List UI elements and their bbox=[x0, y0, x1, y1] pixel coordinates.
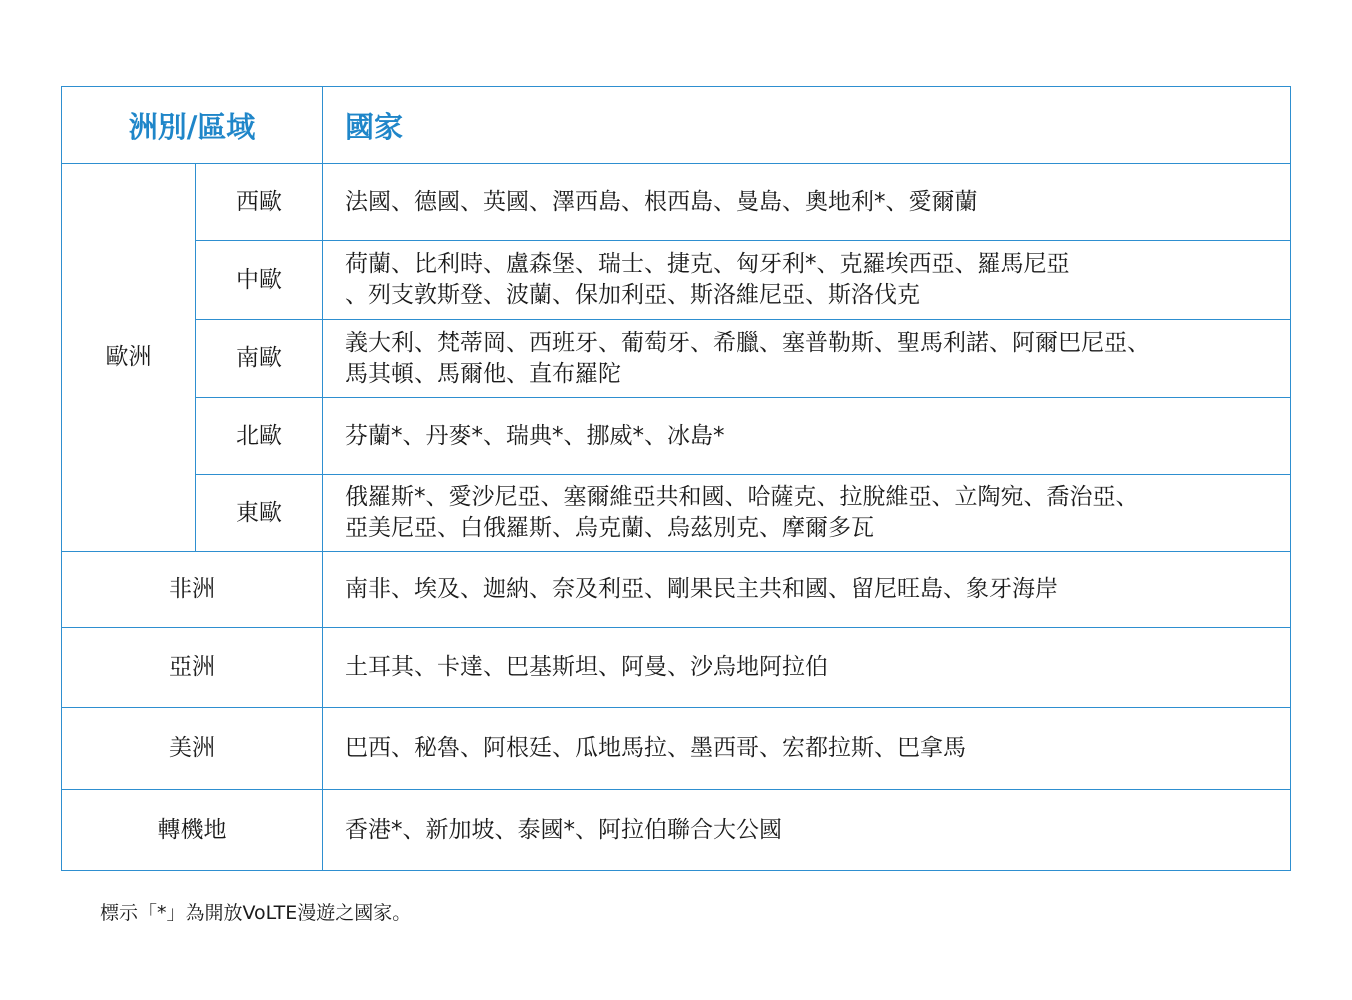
table-row bbox=[62, 320, 1291, 398]
continent-europe: 歐洲 bbox=[62, 164, 196, 552]
country-line: 法國、德國、英國、澤西島、根西島、曼島、奧地利*、愛爾蘭 bbox=[345, 188, 978, 215]
countries-west-europe bbox=[323, 164, 1291, 241]
country-line: 馬其頓、馬爾他、直布羅陀 bbox=[345, 360, 621, 387]
country-line: 、列支敦斯登、波蘭、保加利亞、斯洛維尼亞、斯洛伐克 bbox=[345, 282, 920, 308]
subregion-south-europe: 南歐 bbox=[196, 320, 323, 398]
table-row bbox=[62, 475, 1291, 552]
table-row bbox=[62, 552, 1291, 628]
volte-footnote: 標示「*」為開放VoLTE漫遊之國家。 bbox=[100, 902, 412, 924]
table-row bbox=[62, 164, 1291, 241]
region-transit: 轉機地 bbox=[62, 790, 323, 871]
country-line: 亞美尼亞、白俄羅斯、烏克蘭、烏茲別克、摩爾多瓦 bbox=[345, 515, 874, 541]
country-line: 俄羅斯*、愛沙尼亞、塞爾維亞共和國、哈薩克、拉脫維亞、立陶宛、喬治亞、 bbox=[345, 484, 1139, 510]
roaming-country-table bbox=[61, 86, 1291, 871]
subregion-north-europe: 北歐 bbox=[196, 398, 323, 475]
header-region: 洲別/區域 bbox=[62, 87, 323, 164]
table-row bbox=[62, 708, 1291, 790]
region-americas: 美洲 bbox=[62, 708, 323, 790]
countries-east-europe bbox=[323, 475, 1291, 552]
countries-africa: 南非、埃及、迦納、奈及利亞、剛果民主共和國、留尼旺島、象牙海岸 bbox=[323, 552, 1291, 628]
subregion-east-europe: 東歐 bbox=[196, 475, 323, 552]
region-africa: 非洲 bbox=[62, 552, 323, 628]
countries-americas: 巴西、秘魯、阿根廷、瓜地馬拉、墨西哥、宏都拉斯、巴拿馬 bbox=[323, 708, 1291, 790]
countries-north-europe bbox=[323, 398, 1291, 475]
countries-transit: 香港*、新加坡、泰國*、阿拉伯聯合大公國 bbox=[323, 790, 1291, 871]
table-header-row bbox=[62, 87, 1291, 164]
subregion-west-europe: 西歐 bbox=[196, 164, 323, 241]
country-line: 芬蘭*、丹麥*、瑞典*、挪威*、冰島* bbox=[345, 422, 725, 449]
countries-south-europe bbox=[323, 320, 1291, 398]
region-asia: 亞洲 bbox=[62, 628, 323, 708]
country-line: 荷蘭、比利時、盧森堡、瑞士、捷克、匈牙利*、克羅埃西亞、羅馬尼亞 bbox=[345, 251, 1070, 277]
countries-central-europe bbox=[323, 241, 1291, 320]
header-country: 國家 bbox=[323, 87, 1291, 164]
country-line: 義大利、梵蒂岡、西班牙、葡萄牙、希臘、塞普勒斯、聖馬利諾、阿爾巴尼亞、 bbox=[345, 329, 1150, 356]
subregion-central-europe: 中歐 bbox=[196, 241, 323, 320]
table-row bbox=[62, 398, 1291, 475]
table-row bbox=[62, 790, 1291, 871]
roaming-country-table-wrapper bbox=[61, 86, 1290, 871]
countries-asia: 土耳其、卡達、巴基斯坦、阿曼、沙烏地阿拉伯 bbox=[323, 628, 1291, 708]
table-row bbox=[62, 628, 1291, 708]
table-row bbox=[62, 241, 1291, 320]
